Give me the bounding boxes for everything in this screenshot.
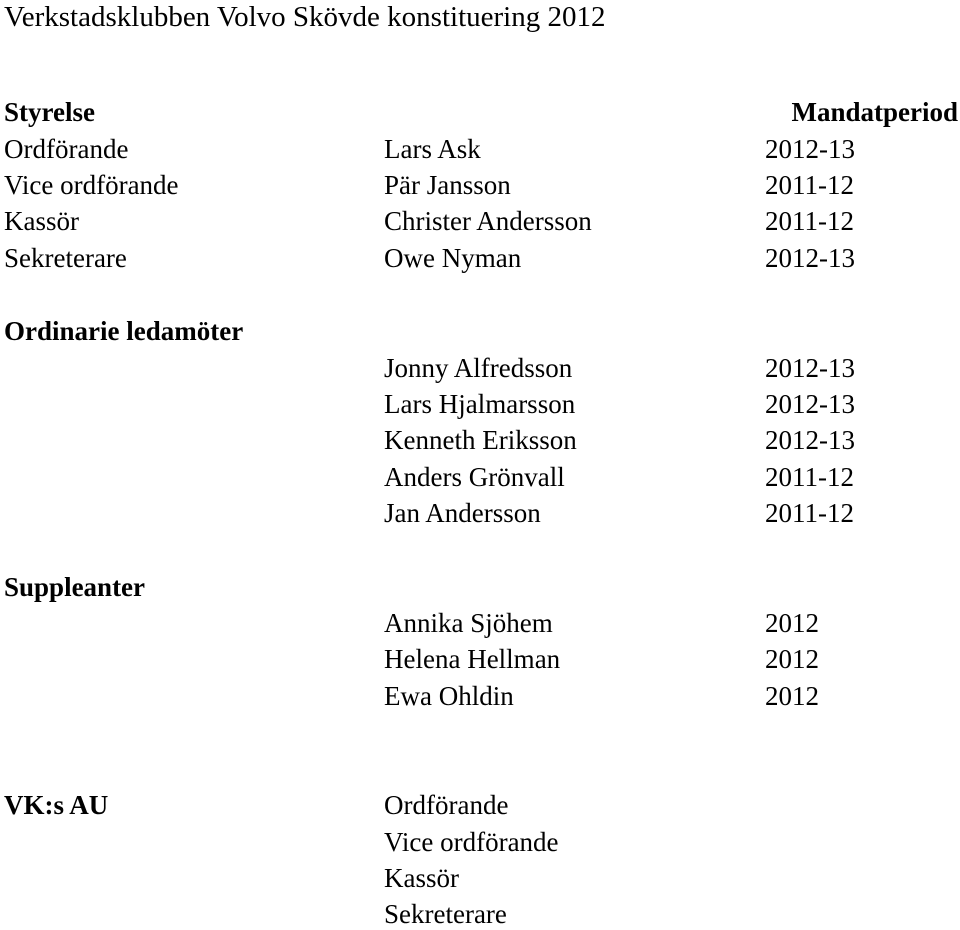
- styrelse-role: Vice ordförande: [4, 170, 179, 200]
- styrelse-role: Sekreterare: [4, 243, 127, 273]
- vk-au-heading: VK:s AU: [4, 790, 109, 820]
- styrelse-role: Kassör: [4, 206, 79, 236]
- vk-au-item: Vice ordförande: [384, 827, 559, 857]
- suppleanter-heading: Suppleanter: [4, 572, 146, 602]
- suppleant-name: Annika Sjöhem: [384, 608, 553, 638]
- styrelse-period: 2011-12: [765, 206, 854, 236]
- vk-au-item: Sekreterare: [384, 899, 507, 929]
- suppleant-period: 2012: [765, 644, 819, 674]
- mandatperiod-heading: Mandatperiod: [791, 97, 958, 127]
- vk-au-item: Kassör: [384, 863, 459, 893]
- ordinarie-period: 2012-13: [765, 353, 855, 383]
- ordinarie-period: 2012-13: [765, 389, 855, 419]
- styrelse-period: 2012-13: [765, 134, 855, 164]
- ordinarie-name: Jan Andersson: [384, 498, 541, 528]
- ordinarie-name: Lars Hjalmarsson: [384, 389, 576, 419]
- styrelse-period: 2012-13: [765, 243, 855, 273]
- styrelse-role: Ordförande: [4, 134, 129, 164]
- ordinarie-period: 2011-12: [765, 498, 854, 528]
- suppleant-period: 2012: [765, 608, 819, 638]
- styrelse-name: Christer Andersson: [384, 206, 592, 236]
- suppleant-period: 2012: [765, 681, 819, 711]
- suppleant-name: Ewa Ohldin: [384, 681, 514, 711]
- vk-au-item: Ordförande: [384, 790, 509, 820]
- suppleant-name: Helena Hellman: [384, 644, 561, 674]
- document-title: Verkstadsklubben Volvo Skövde konstituering 2012: [4, 1, 606, 33]
- ordinarie-name: Jonny Alfredsson: [384, 353, 573, 383]
- styrelse-name: Pär Jansson: [384, 170, 511, 200]
- ordinarie-period: 2011-12: [765, 462, 854, 492]
- ordinarie-name: Anders Grönvall: [384, 462, 565, 492]
- styrelse-period: 2011-12: [765, 170, 854, 200]
- ordinarie-period: 2012-13: [765, 425, 855, 455]
- styrelse-heading: Styrelse: [4, 97, 95, 127]
- ordinarie-name: Kenneth Eriksson: [384, 425, 577, 455]
- styrelse-name: Owe Nyman: [384, 243, 522, 273]
- styrelse-name: Lars Ask: [384, 134, 481, 164]
- ordinarie-heading: Ordinarie ledamöter: [4, 316, 244, 346]
